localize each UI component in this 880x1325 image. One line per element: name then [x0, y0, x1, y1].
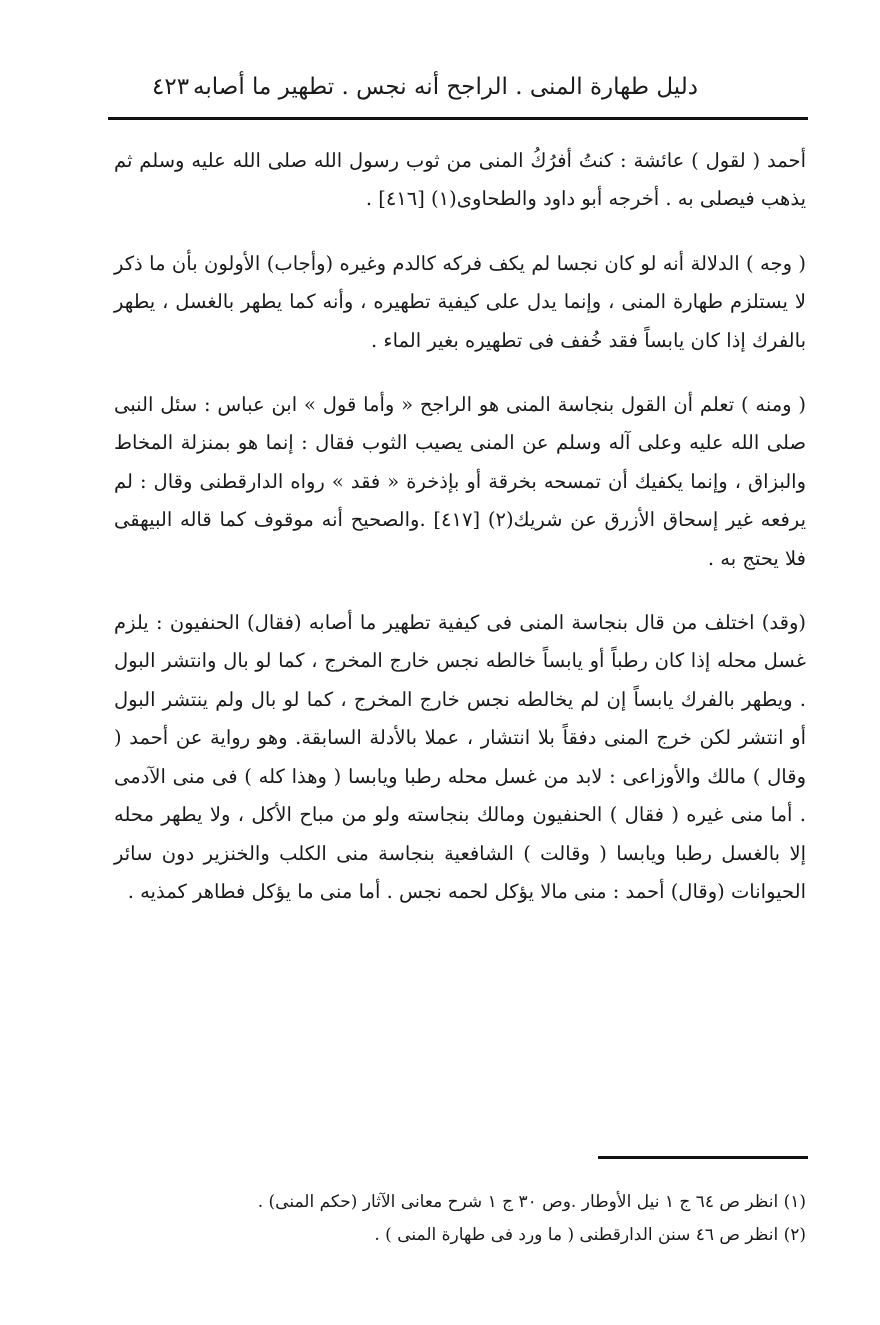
page-number: ٤٢٣	[152, 74, 190, 100]
footnote: (١) انظر ص ٦٤ ج ١ نيل الأوطار .وص ٣٠ ج ١ شرح معانى الآثار (حكم المنى) .	[257, 1192, 806, 1212]
header-rule	[108, 117, 808, 120]
paragraph: ( ومنه ) تعلم أن القول بنجاسة المنى هو الراجح « وأما قول » ابن عباس : سئل النبى صلى الله عليه وعلى آله وسلم عن المنى يصيب الثوب فقال : إنما هو بمنزلة المخاط والبزاق ، وإنما يكفيك أن تمسحه بخرقة أو بإذخرة « فقد » رواه الدارقطنى وقال : لم يرفعه غير إسحاق الأزرق عن شريك(٢) [٤١٧] .والصحيح أنه موقوف كما قاله البيهقى فلا يحتج به .	[114, 393, 806, 570]
footnotes	[114, 1186, 806, 1252]
running-header	[108, 62, 808, 112]
footnote: (٢) انظر ص ٤٦ سنن الدارقطنى ( ما ورد فى طهارة المنى ) .	[374, 1225, 806, 1245]
paragraph: ( وجه ) الدلالة أنه لو كان نجسا لم يكف فركه كالدم وغيره (وأجاب) الأولون بأن ما ذكر لا يستلزم طهارة المنى ، وإنما يدل على كيفية تطهيره ، وأنه كما يطهر بالغسل ، يطهر بالفرك إذا كان يابساً فقد خُفف فى تطهيره بغير الماء .	[114, 251, 806, 352]
footnote-rule	[598, 1156, 808, 1159]
running-title: دليل طهارة المنى . الراجح أنه نجس . تطهير ما أصابه	[193, 74, 698, 100]
paragraph: (وقد) اختلف من قال بنجاسة المنى فى كيفية تطهير ما أصابه (فقال) الحنفيون : يلزم غسل محله إذا كان رطباً أو يابساً خالطه نجس خارج المخرج ، كما لو بال وانتشر البول . ويطهر بالفرك يابساً إن لم يخالطه نجس خارج المخرج ، كما لو بال ولم ينتشر البول أو انتشر لكن خرج المنى دفقاً بلا انتشار ، عملا بالأدلة السابقة. وهو رواية عن أحمد ( وقال ) مالك والأوزاعى : لابد من غسل محله رطبا ويابسا ( وهذا كله ) فى منى الآدمى . أما منى غيره ( فقال ) الحنفيون ومالك بنجاسته ولو من مباح الأكل ، ولا يطهر محله إلا بالغسل رطبا ويابسا ( وقالت ) الشافعية بنجاسة منى الكلب والخنزير دون سائر الحيوانات (وقال) أحمد : منى مالا يؤكل لحمه نجس . أما منى ما يؤكل فطاهر كمذيه .	[114, 611, 806, 903]
paragraph: أحمد ( لقول ) عائشة : كنتُ أفرُكُ المنى من ثوب رسول الله صلى الله عليه وسلم ثم يذهب فيصلى به . أخرجه أبو داود والطحاوى(١) [٤١٦] .	[114, 149, 806, 211]
main-text	[114, 142, 806, 937]
